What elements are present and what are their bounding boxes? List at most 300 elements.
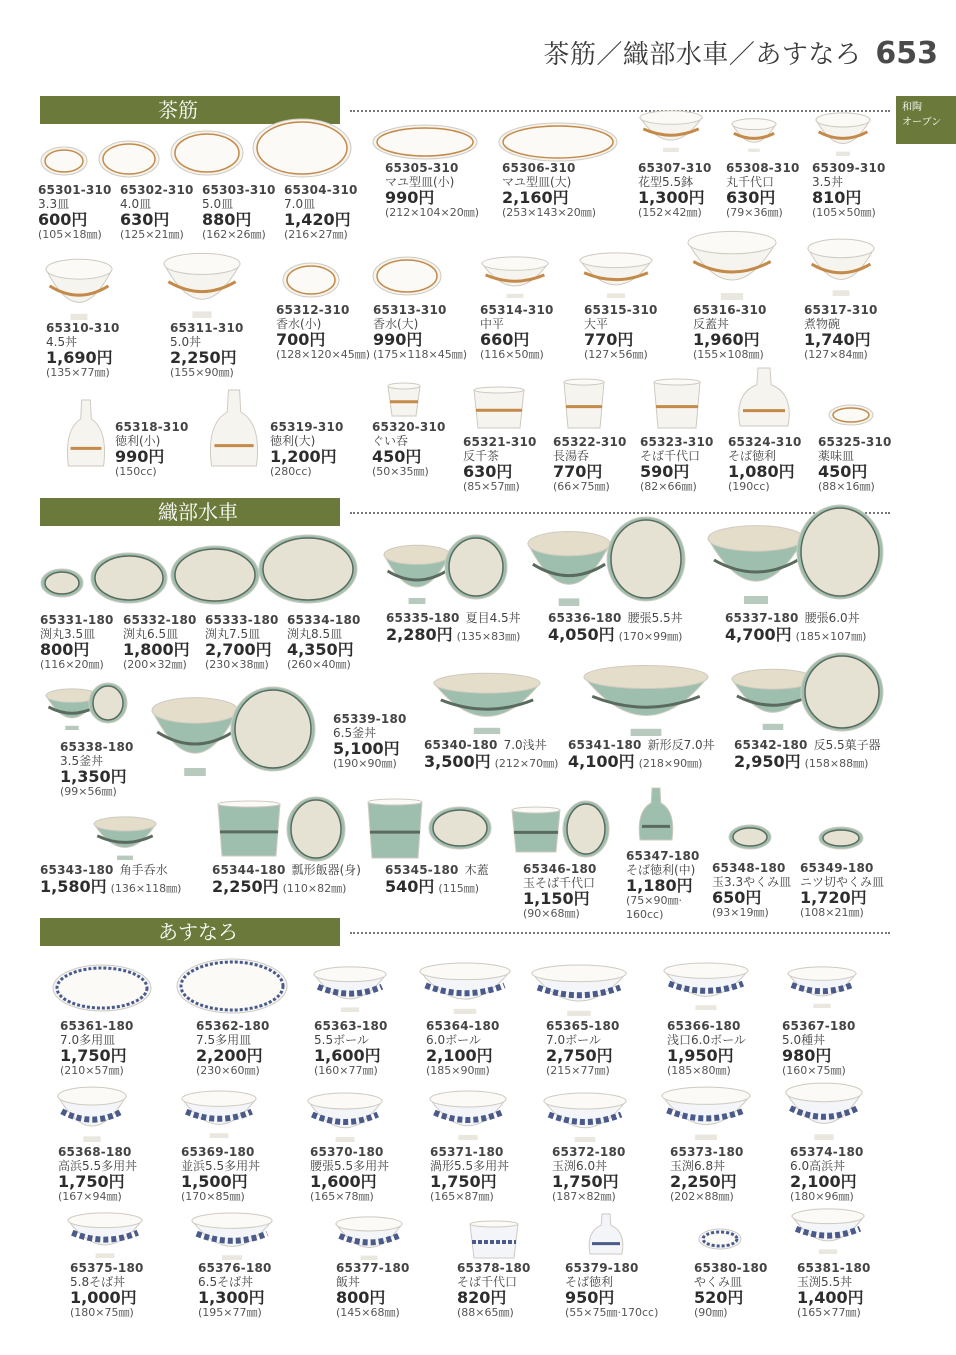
product-item — [638, 162, 712, 220]
product-code: 65365-180 — [546, 1019, 620, 1033]
product-name: 反5.5菓子器 — [813, 738, 881, 752]
bowl-icon — [312, 966, 388, 1012]
product-item — [565, 1262, 658, 1320]
product-dimensions: (200×32㎜) — [123, 658, 187, 671]
product-name: 7.0浅丼 — [503, 738, 547, 752]
section-title-asunaro: あすなろ — [40, 918, 340, 946]
product-dimensions: (99×56㎜) — [60, 785, 117, 798]
plate-icon — [258, 534, 358, 604]
product-name: 中平 — [480, 316, 505, 331]
product-name: 反千茶 — [463, 448, 500, 463]
product-price: 990円 — [385, 188, 435, 207]
product-dimensions: (136×118㎜) — [110, 881, 182, 895]
bowl-icon — [814, 112, 872, 156]
bowl-icon — [784, 1082, 864, 1140]
product-item — [667, 1020, 746, 1078]
plate-icon — [98, 140, 160, 178]
section-title-chasuji: 茶筋 — [40, 96, 340, 124]
product-dimensions: (167×94㎜) — [58, 1190, 122, 1203]
product-price: 950円 — [565, 1288, 615, 1307]
side-tab-line1: 和陶 — [902, 102, 922, 113]
product-price: 1,500円 — [181, 1172, 248, 1191]
product-name: そば徳利 — [728, 448, 777, 463]
product-price: 2,280円 — [386, 624, 453, 644]
product-item — [202, 184, 276, 242]
product-price: 650円 — [712, 888, 762, 907]
product-price: 1,750円 — [552, 1172, 619, 1191]
plate-icon — [818, 826, 864, 850]
product-code: 65337-180 — [725, 611, 799, 625]
product-code: 65380-180 — [694, 1261, 768, 1275]
product-dimensions: (116×50㎜) — [480, 348, 544, 361]
product-price: 630円 — [463, 462, 513, 481]
sake-bottle-icon — [636, 786, 676, 842]
product-price: 1,600円 — [310, 1172, 377, 1191]
product-dimensions: (90×68㎜) — [523, 907, 580, 920]
product-dimensions: (105×18㎜) — [38, 228, 102, 241]
product-price: 1,300円 — [198, 1288, 265, 1307]
side-tab — [896, 96, 956, 144]
product-item — [430, 1146, 509, 1204]
section-title-oribe: 織部水車 — [40, 498, 340, 526]
product-name: 徳利(大) — [270, 433, 316, 448]
product-dimensions: (55×75㎜·170cc) — [565, 1306, 659, 1319]
product-item — [386, 612, 521, 643]
product-item — [797, 1262, 871, 1320]
product-dimensions: (170×85㎜) — [181, 1190, 245, 1203]
product-item — [212, 864, 361, 895]
plate-icon — [562, 800, 610, 858]
product-dimensions: (280cc) — [270, 465, 312, 478]
bowl-icon — [706, 524, 806, 604]
product-code: 65316-310 — [693, 303, 767, 317]
product-name: 渦形5.5多用丼 — [430, 1158, 510, 1173]
product-code: 65331-180 — [40, 613, 114, 627]
bowl-icon — [582, 664, 710, 736]
product-item — [712, 862, 791, 920]
product-item — [782, 1020, 856, 1078]
product-code: 65375-180 — [70, 1261, 144, 1275]
product-item — [726, 162, 800, 220]
product-name: 花型5.5鉢 — [638, 174, 694, 189]
product-price: 1,750円 — [430, 1172, 497, 1191]
product-name: 6.5釜丼 — [333, 725, 377, 740]
product-name: 7.0皿 — [284, 196, 316, 211]
cup-icon — [386, 382, 422, 418]
product-dimensions: (115㎜) — [438, 881, 479, 895]
product-name: ぐい呑 — [372, 433, 409, 448]
product-item — [626, 850, 700, 921]
product-name: 浅口6.0ボール — [667, 1032, 746, 1047]
product-dimensions: (190cc) — [728, 480, 770, 493]
product-name: 5.0種丼 — [782, 1032, 826, 1047]
bowl-icon — [382, 544, 452, 604]
product-price: 660円 — [480, 330, 530, 349]
product-price: 820円 — [457, 1288, 507, 1307]
product-item — [385, 162, 479, 220]
plate-icon — [230, 686, 316, 772]
product-price: 450円 — [818, 462, 868, 481]
product-price: 630円 — [120, 210, 170, 229]
product-price: 990円 — [115, 447, 165, 466]
product-name: 腰張5.5丼 — [627, 611, 683, 625]
product-dimensions: 160cc) — [626, 907, 664, 921]
bowl-icon — [730, 118, 778, 152]
product-dimensions: (110×82㎜) — [282, 881, 347, 895]
product-name: 5.0皿 — [202, 196, 234, 211]
product-dimensions: (165×77㎜) — [797, 1306, 861, 1319]
product-name: 3.5丼 — [812, 174, 844, 189]
product-name: 腰張5.5多用丼 — [310, 1158, 390, 1173]
product-code: 65309-310 — [812, 161, 886, 175]
product-code: 65377-180 — [336, 1261, 410, 1275]
product-item — [670, 1146, 744, 1204]
product-name: 香水(小) — [276, 316, 322, 331]
product-name: 5.8そば丼 — [70, 1274, 126, 1289]
product-dimensions: (218×90㎜) — [638, 756, 703, 770]
bowl-icon — [44, 258, 114, 320]
product-code: 65325-310 — [818, 435, 892, 449]
product-dimensions: (105×50㎜) — [812, 206, 876, 219]
product-price: 770円 — [553, 462, 603, 481]
sake-bottle-icon — [206, 388, 262, 468]
plate-icon — [282, 262, 340, 298]
product-dimensions: (160×77㎜) — [314, 1064, 378, 1077]
product-name: 6.5そば丼 — [198, 1274, 254, 1289]
product-dimensions: (190×90㎜) — [333, 757, 397, 770]
product-price: 800円 — [336, 1288, 386, 1307]
bowl-icon — [306, 1092, 384, 1142]
product-dimensions: (127×56㎜) — [584, 348, 648, 361]
product-item — [426, 1020, 500, 1078]
product-dimensions: (135×77㎜) — [46, 366, 110, 379]
product-name: 玉渕5.5丼 — [797, 1274, 853, 1289]
product-item — [725, 612, 866, 643]
product-price: 1,150円 — [523, 889, 590, 908]
product-item — [333, 713, 407, 771]
product-code: 65364-180 — [426, 1019, 500, 1033]
product-price: 1,180円 — [626, 876, 693, 895]
product-dimensions: (202×88㎜) — [670, 1190, 734, 1203]
product-item — [424, 739, 558, 770]
product-code: 65305-310 — [385, 161, 459, 175]
product-item — [336, 1262, 410, 1320]
product-dimensions: (185×90㎜) — [426, 1064, 490, 1077]
product-dimensions: (230×38㎜) — [205, 658, 269, 671]
product-item — [552, 1146, 626, 1204]
product-item — [728, 436, 802, 494]
product-price: 4,050円 — [548, 624, 615, 644]
bowl-icon — [66, 1212, 144, 1258]
plate-icon — [40, 146, 88, 176]
product-code: 65371-180 — [430, 1145, 504, 1159]
product-price: 590円 — [640, 462, 690, 481]
product-item — [568, 739, 715, 770]
product-item — [60, 741, 134, 799]
product-item — [170, 322, 244, 380]
product-price: 2,160円 — [502, 188, 569, 207]
product-code: 65302-310 — [120, 183, 194, 197]
product-item — [40, 864, 181, 895]
bowl-icon — [480, 256, 550, 298]
bowl-icon — [526, 530, 612, 606]
product-name: マユ型皿(大) — [502, 174, 572, 189]
product-item — [480, 304, 554, 362]
product-code: 65317-310 — [804, 303, 878, 317]
product-price: 1,200円 — [270, 447, 337, 466]
cup-icon — [562, 378, 606, 430]
product-code: 65301-310 — [38, 183, 112, 197]
product-item — [46, 322, 120, 380]
product-code: 65366-180 — [667, 1019, 741, 1033]
product-name: 7.0多用皿 — [60, 1032, 116, 1047]
product-price: 540円 — [385, 876, 435, 896]
product-code: 65322-310 — [553, 435, 627, 449]
product-price: 600円 — [38, 210, 88, 229]
bowl-icon — [180, 1090, 258, 1138]
product-name: 角手呑水 — [119, 863, 168, 877]
product-dimensions: (125×21㎜) — [120, 228, 184, 241]
product-price: 2,700円 — [205, 640, 272, 659]
product-dimensions: (90㎜) — [694, 1306, 728, 1319]
product-price: 2,200円 — [196, 1046, 263, 1065]
product-name: やくみ皿 — [694, 1274, 743, 1289]
plate-icon — [698, 1228, 742, 1250]
product-dimensions: (210×57㎜) — [60, 1064, 124, 1077]
plate-icon — [372, 124, 478, 160]
product-price: 800円 — [40, 640, 90, 659]
product-price: 1,750円 — [58, 1172, 125, 1191]
product-dimensions: (180×96㎜) — [790, 1190, 854, 1203]
product-name: 玉そば千代口 — [523, 875, 596, 890]
section-divider — [350, 932, 890, 934]
product-code: 65312-310 — [276, 303, 350, 317]
bowl-icon — [662, 962, 750, 1010]
product-code: 65332-180 — [123, 613, 197, 627]
product-item — [70, 1262, 144, 1320]
plate-icon — [88, 682, 128, 724]
plate-icon — [372, 256, 442, 296]
plate-icon — [90, 552, 168, 604]
bowl-icon — [428, 1090, 508, 1140]
plate-icon — [828, 404, 874, 426]
product-name: 4.5丼 — [46, 334, 78, 349]
plate-icon — [252, 118, 352, 178]
product-price: 1,750円 — [60, 1046, 127, 1065]
product-price: 810円 — [812, 188, 862, 207]
product-name: 玉渕6.8丼 — [670, 1158, 726, 1173]
product-name: 徳利(小) — [115, 433, 161, 448]
product-code: 65379-180 — [565, 1261, 639, 1275]
product-dimensions: (162×26㎜) — [202, 228, 266, 241]
product-item — [276, 304, 370, 362]
plate-icon — [800, 652, 884, 732]
product-item — [58, 1146, 137, 1204]
product-price: 2,250円 — [170, 348, 237, 367]
product-code: 65367-180 — [782, 1019, 856, 1033]
product-price: 1,690円 — [46, 348, 113, 367]
product-dimensions: (75×90㎜· — [626, 894, 682, 907]
product-dimensions: (216×27㎜) — [284, 228, 348, 241]
product-price: 2,100円 — [426, 1046, 493, 1065]
product-name: 3.5釜丼 — [60, 753, 104, 768]
product-code: 65378-180 — [457, 1261, 531, 1275]
product-name: そば千代口 — [457, 1274, 518, 1289]
product-item — [812, 162, 886, 220]
product-name: 5.0丼 — [170, 334, 202, 349]
product-price: 4,700円 — [725, 624, 792, 644]
product-name: マユ型皿(小) — [385, 174, 455, 189]
product-name: そば徳利 — [565, 1274, 614, 1289]
product-dimensions: (187×82㎜) — [552, 1190, 616, 1203]
product-name: 瓢形飯器(身) — [291, 863, 361, 877]
product-code: 65372-180 — [552, 1145, 626, 1159]
product-price: 2,950円 — [734, 751, 801, 771]
product-item — [800, 862, 884, 920]
product-dimensions: (195×77㎜) — [198, 1306, 262, 1319]
bowl-icon — [92, 816, 158, 860]
product-item — [373, 304, 467, 362]
product-code: 65323-310 — [640, 435, 714, 449]
product-price: 450円 — [372, 447, 422, 466]
product-name: 7.0ボール — [546, 1032, 601, 1047]
plate-icon — [170, 545, 260, 605]
product-code: 65376-180 — [198, 1261, 272, 1275]
product-name: 香水(大) — [373, 316, 419, 331]
product-price: 990円 — [373, 330, 423, 349]
bowl-icon — [162, 252, 242, 318]
plate-icon — [428, 806, 492, 850]
product-name: 玉渕6.0丼 — [552, 1158, 608, 1173]
product-item — [270, 421, 344, 479]
product-item — [523, 863, 597, 921]
product-item — [372, 421, 446, 479]
product-item — [640, 436, 714, 494]
product-name: 飯丼 — [336, 1274, 361, 1289]
product-code: 65311-310 — [170, 321, 244, 335]
product-item — [734, 739, 881, 770]
product-name: 渕丸8.5皿 — [287, 626, 343, 641]
product-item — [804, 304, 878, 362]
product-name: 渕丸6.5皿 — [123, 626, 179, 641]
product-code: 65319-310 — [270, 420, 344, 434]
plate-icon — [728, 824, 772, 850]
cup-icon — [366, 798, 424, 860]
product-dimensions: (165×78㎜) — [310, 1190, 374, 1203]
bowl-icon — [790, 1208, 866, 1254]
product-item — [457, 1262, 531, 1320]
page-number: 653 — [875, 36, 938, 71]
product-item — [502, 162, 596, 220]
product-price: 1,420円 — [284, 210, 351, 229]
side-tab-line2: オーブン — [902, 117, 942, 128]
product-code: 65369-180 — [181, 1145, 255, 1159]
product-code: 65303-310 — [202, 183, 276, 197]
product-dimensions: (155×90㎜) — [170, 366, 234, 379]
product-dimensions: (135×83㎜) — [456, 629, 521, 643]
product-name: 夏目4.5丼 — [465, 611, 521, 625]
bowl-icon — [578, 252, 654, 298]
product-code: 65315-310 — [584, 303, 658, 317]
product-price: 1,400円 — [797, 1288, 864, 1307]
product-name: 大平 — [584, 316, 609, 331]
cup-icon — [216, 800, 282, 858]
product-item — [38, 184, 112, 242]
page-title: 茶筋／織部水車／あすなろ — [543, 40, 862, 70]
cup-icon — [472, 386, 526, 430]
product-name: 煮物碗 — [804, 316, 841, 331]
product-code: 65374-180 — [790, 1145, 864, 1159]
product-name: 薬味皿 — [818, 448, 855, 463]
product-item — [115, 421, 189, 479]
product-code: 65361-180 — [60, 1019, 134, 1033]
product-item — [310, 1146, 389, 1204]
product-code: 65304-310 — [284, 183, 358, 197]
product-name: そば徳利(中) — [626, 862, 696, 877]
product-dimensions: (253×143×20㎜) — [502, 206, 597, 219]
product-name: 反蓋丼 — [693, 316, 730, 331]
product-name: ニツ切やくみ皿 — [800, 874, 885, 889]
product-code: 65321-310 — [463, 435, 537, 449]
product-item — [584, 304, 658, 362]
plate-icon — [796, 504, 884, 600]
bowl-icon — [418, 962, 512, 1014]
product-item — [120, 184, 194, 242]
cup-icon — [652, 378, 702, 430]
product-code: 65362-180 — [196, 1019, 270, 1033]
product-price: 880円 — [202, 210, 252, 229]
product-dimensions: (175×118×45㎜) — [373, 348, 468, 361]
page-header — [543, 34, 938, 71]
product-price: 1,800円 — [123, 640, 190, 659]
product-dimensions: (230×60㎜) — [196, 1064, 260, 1077]
product-price: 1,080円 — [728, 462, 795, 481]
product-code: 65308-310 — [726, 161, 800, 175]
product-dimensions: (93×19㎜) — [712, 906, 769, 919]
plate-icon — [606, 516, 686, 602]
product-name: 4.0皿 — [120, 196, 152, 211]
product-name: 渕丸7.5皿 — [205, 626, 261, 641]
product-code: 65347-180 — [626, 849, 700, 863]
product-dimensions: (185×107㎜) — [795, 629, 867, 643]
plate-icon — [52, 964, 152, 1012]
product-price: 2,750円 — [546, 1046, 613, 1065]
product-code: 65370-180 — [310, 1145, 384, 1159]
product-item — [818, 436, 892, 494]
product-item — [463, 436, 537, 494]
product-name: 6.0ボール — [426, 1032, 481, 1047]
product-item — [790, 1146, 864, 1204]
product-item — [123, 614, 197, 672]
product-item — [693, 304, 767, 362]
product-price: 1,300円 — [638, 188, 705, 207]
product-price: 1,580円 — [40, 876, 107, 896]
plate-icon — [286, 796, 346, 862]
product-item — [548, 612, 683, 643]
product-code: 65339-180 — [333, 712, 407, 726]
product-price: 630円 — [726, 188, 776, 207]
bowl-icon — [660, 1086, 752, 1140]
bowl-icon — [542, 1092, 628, 1142]
product-code: 65346-180 — [523, 862, 597, 876]
product-code: 65343-180 — [40, 863, 114, 877]
plate-icon — [498, 122, 618, 162]
product-code: 65307-310 — [638, 161, 712, 175]
product-item — [546, 1020, 620, 1078]
bowl-icon — [786, 966, 858, 1008]
sake-bottle-icon — [64, 398, 108, 468]
product-dimensions: (66×75㎜) — [553, 480, 610, 493]
